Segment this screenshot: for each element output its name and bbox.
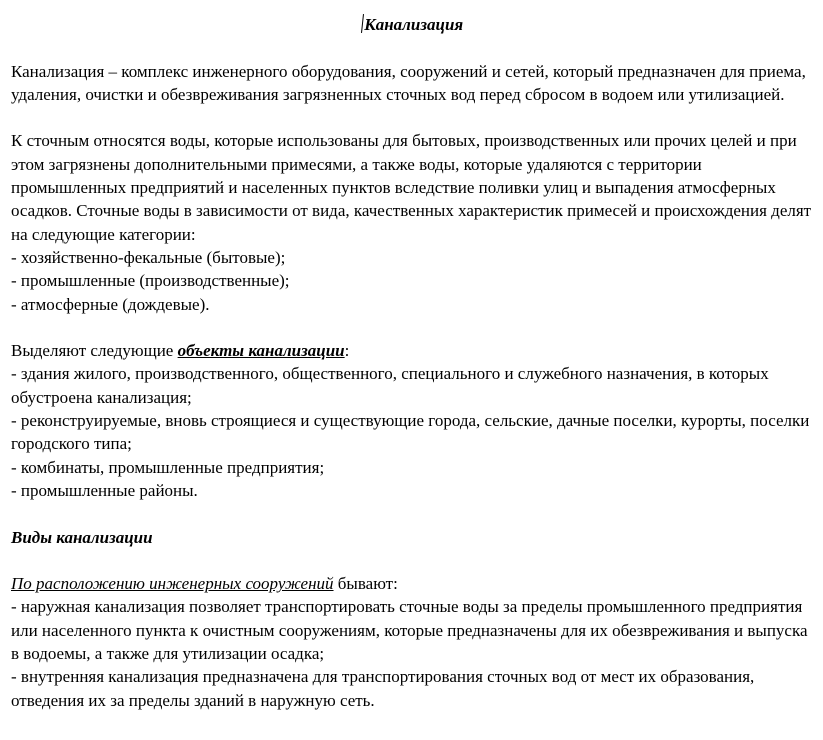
- list-item: [11, 595, 814, 665]
- document-body[interactable]: [11, 13, 814, 712]
- blank-line: [11, 549, 814, 572]
- paragraph: [11, 572, 814, 595]
- text-run: К сточным относятся воды, которые использованы для бытовых, производственных или прочих целей и при этом загрязнены дополнительными примесями, а также воды, которые удаляются с территории промышленных предприятий и населенных пунктов вследствие поливки улиц и выпадения атмосферных осадков. Сточные воды в зависимости от вида, качественных характеристик примесей и происхождения делят на следующие категории:: [11, 131, 816, 244]
- section-heading: [11, 526, 814, 549]
- text-run: - реконструируемые, вновь строящиеся и существующие города, сельские, дачные поселки, курорты, поселки городского типа;: [11, 411, 814, 454]
- text-run: По расположению инженерных сооружений: [11, 574, 334, 594]
- paragraph: [11, 60, 814, 107]
- paragraph: [11, 129, 814, 245]
- list-item: [11, 246, 814, 269]
- list-item: [11, 456, 814, 479]
- blank-line: [11, 36, 814, 59]
- blank-line: [11, 106, 814, 129]
- text-run: Виды канализации: [11, 527, 153, 547]
- text-run: - комбинаты, промышленные предприятия;: [11, 457, 325, 477]
- blank-line: [11, 316, 814, 339]
- text-run: объекты канализации: [177, 341, 345, 361]
- text-run: - внутренняя канализация предназначена для транспортирования сточных вод от мест их образования, отведения их за пределы зданий в наружную сеть.: [11, 667, 759, 710]
- text-run: - промышленные районы.: [11, 480, 198, 500]
- text-run: Выделяют следующие: [11, 341, 178, 361]
- paragraph: [11, 339, 814, 362]
- blank-line: [11, 502, 814, 525]
- list-item: [11, 362, 814, 409]
- text-run: бывают:: [333, 574, 398, 594]
- text-run: - наружная канализация позволяет транспортировать сточные воды за пределы промышленного предприятия или населенного пункта к очистным сооружениям, которые предназначены для их обезвреживания и выпуска в водоемы, а также для утилизации осадка;: [11, 597, 812, 664]
- list-item: [11, 293, 814, 316]
- list-item: [11, 479, 814, 502]
- document-title: [11, 13, 814, 36]
- text-run: - здания жилого, производственного, общественного, специального и служебного назначения, в которых обустроена канализация;: [11, 364, 773, 407]
- list-item: [11, 409, 814, 456]
- text-run: Канализация: [364, 15, 464, 34]
- text-run: - хозяйственно-фекальные (бытовые);: [11, 247, 286, 267]
- list-item: [11, 665, 814, 712]
- text-run: - промышленные (производственные);: [11, 271, 290, 291]
- text-run: :: [344, 341, 350, 361]
- list-item: [11, 269, 814, 292]
- text-run: Канализация – комплекс инженерного оборудования, сооружений и сетей, который предназначен для приема, удаления, очистки и обезвреживания загрязненных сточных вод перед сбросом в водоем или утилизацией.: [11, 61, 811, 104]
- text-run: - атмосферные (дождевые).: [11, 294, 210, 314]
